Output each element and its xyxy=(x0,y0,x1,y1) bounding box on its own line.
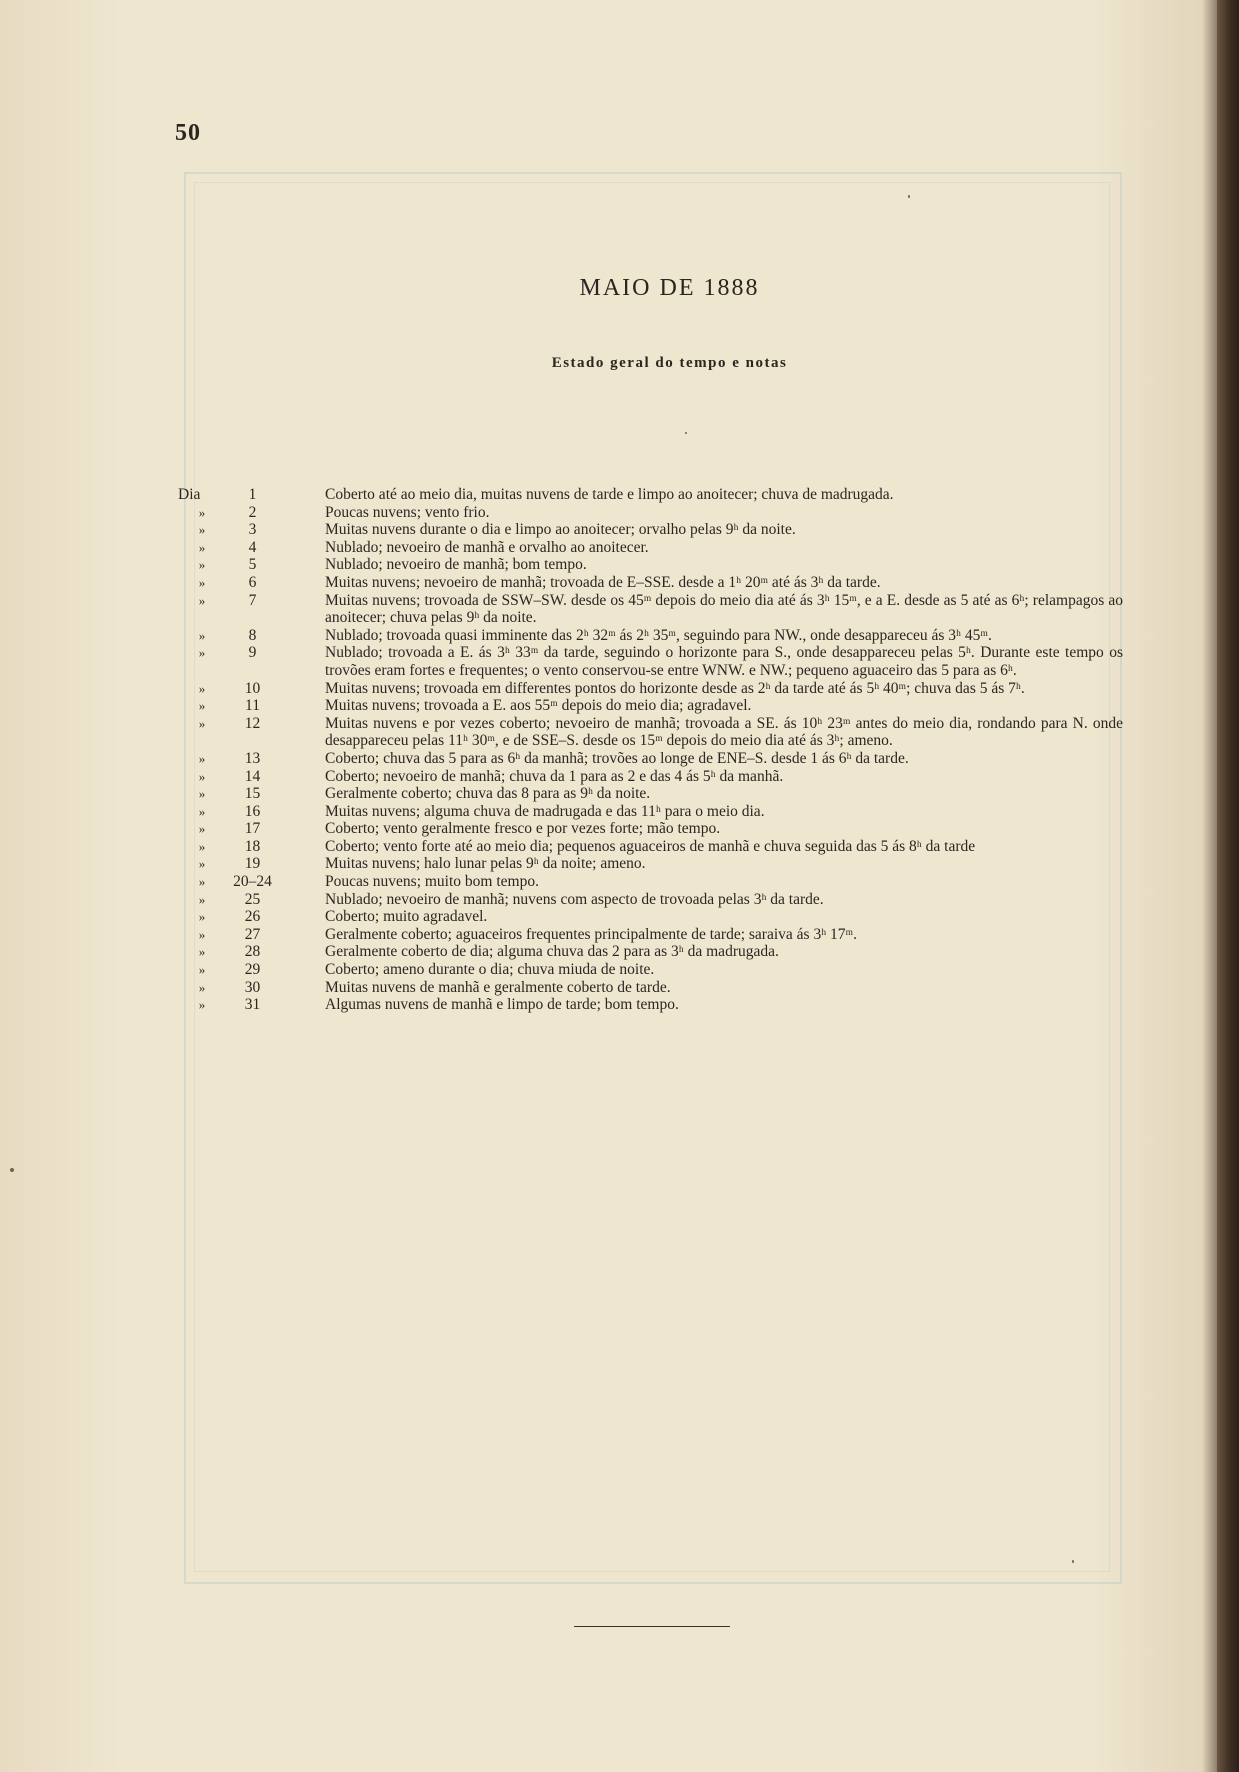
list-item xyxy=(178,504,1123,522)
day-number: 30 xyxy=(244,978,261,996)
weather-note: Muitas nuvens; trovoada a E. aos 55ᵐ depois do meio dia; agradavel. xyxy=(325,697,752,715)
list-item xyxy=(178,644,1123,679)
weather-note: Nublado; trovoada a E. ás 3ʰ 33ᵐ da tarde, seguindo o horizonte para S., onde desappareceu pelas 5ʰ. Durante este tempo os trovões eram fortes e frequentes; o vento conservou-se entre WNW. e NW.; pequeno aguaceiro das 5 para as 6ʰ. xyxy=(325,644,1123,679)
list-item xyxy=(178,908,1123,926)
day-number: 1 xyxy=(248,486,257,503)
ditto-mark: » xyxy=(198,574,206,590)
day-number: 12 xyxy=(244,714,261,732)
list-item xyxy=(178,592,1123,627)
closing-rule xyxy=(574,1626,730,1627)
list-item xyxy=(178,697,1123,715)
day-number: 11 xyxy=(245,697,260,715)
weather-note: Geralmente coberto; chuva das 8 para as 9ʰ da noite. xyxy=(325,785,651,803)
list-item xyxy=(178,574,1123,592)
day-label: Dia xyxy=(178,486,201,503)
list-item xyxy=(178,627,1123,645)
weather-note: Nublado; nevoeiro de manhã; nuvens com aspecto de trovoada pelas 3ʰ da tarde. xyxy=(325,890,824,908)
day-number: 10 xyxy=(244,679,261,697)
ditto-mark: » xyxy=(198,539,206,555)
day-number: 13 xyxy=(244,749,261,767)
day-number: 17 xyxy=(244,820,261,838)
list-item xyxy=(178,768,1123,786)
list-item xyxy=(178,539,1123,557)
weather-note: Coberto; ameno durante o dia; chuva miuda de noite. xyxy=(325,961,655,979)
list-item xyxy=(178,996,1123,1014)
weather-note: Coberto; muito agradavel. xyxy=(325,908,488,926)
weather-note: Muitas nuvens durante o dia e limpo ao anoitecer; orvalho pelas 9ʰ da noite. xyxy=(325,521,796,539)
list-item xyxy=(178,855,1123,873)
ditto-mark: » xyxy=(198,803,206,819)
ditto-mark: » xyxy=(198,874,206,890)
ditto-mark: » xyxy=(198,979,206,995)
day-number: 2 xyxy=(248,503,257,521)
page-title: MAIO DE 1888 xyxy=(579,275,760,301)
ditto-mark: » xyxy=(198,504,206,520)
ditto-mark: » xyxy=(198,944,206,960)
ditto-mark: » xyxy=(198,997,206,1013)
weather-note: Nublado; trovoada quasi imminente das 2ʰ 32ᵐ ás 2ʰ 35ᵐ, seguindo para NW., onde desappareceu ás 3ʰ 45ᵐ. xyxy=(325,626,992,644)
ditto-mark: » xyxy=(198,962,206,978)
list-item xyxy=(178,961,1123,979)
day-number: 4 xyxy=(248,538,257,556)
weather-note: Nublado; nevoeiro de manhã e orvalho ao anoitecer. xyxy=(325,538,649,556)
list-item xyxy=(178,873,1123,891)
ditto-mark: » xyxy=(198,557,206,573)
ditto-mark: » xyxy=(198,715,206,731)
ditto-mark: » xyxy=(198,522,206,538)
paper-speck xyxy=(10,1168,14,1172)
day-number: 5 xyxy=(248,556,257,574)
list-item xyxy=(178,680,1123,698)
ditto-mark: » xyxy=(198,821,206,837)
ditto-mark: » xyxy=(198,926,206,942)
list-item xyxy=(178,979,1123,997)
ditto-mark: » xyxy=(198,838,206,854)
weather-note: Muitas nuvens; trovoada de SSW–SW. desde os 45ᵐ depois do meio dia até ás 3ʰ 15ᵐ, e a E. desde as 5 até as 6ʰ; relampagos ao anoitecer; chuva pelas 9ʰ da noite. xyxy=(325,591,1123,627)
book-spine xyxy=(1217,0,1239,1772)
ditto-mark: » xyxy=(198,856,206,872)
ditto-mark: » xyxy=(198,750,206,766)
weather-note: Coberto; nevoeiro de manhã; chuva da 1 para as 2 e das 4 ás 5ʰ da manhã. xyxy=(325,767,784,785)
ditto-mark: » xyxy=(198,786,206,802)
day-number: 28 xyxy=(244,943,261,961)
paper-speck xyxy=(685,432,687,434)
paper-speck xyxy=(908,195,910,198)
list-item xyxy=(178,838,1123,856)
day-number: 3 xyxy=(248,521,257,539)
weather-note: Muitas nuvens; trovoada em differentes pontos do horizonte desde as 2ʰ da tarde até ás 5ʰ 40ᵐ; chuva das 5 ás 7ʰ. xyxy=(325,679,1025,697)
weather-note: Algumas nuvens de manhã e limpo de tarde; bom tempo. xyxy=(325,996,679,1014)
list-item xyxy=(178,891,1123,909)
page-number: 50 xyxy=(175,120,201,146)
day-number: 31 xyxy=(244,996,261,1014)
day-number: 9 xyxy=(248,644,257,662)
weather-note: Muitas nuvens; halo lunar pelas 9ʰ da noite; ameno. xyxy=(325,855,646,873)
ditto-mark: » xyxy=(198,891,206,907)
day-number: 27 xyxy=(244,925,261,943)
ditto-mark: » xyxy=(198,645,206,661)
weather-note: Muitas nuvens de manhã e geralmente coberto de tarde. xyxy=(325,978,671,996)
day-number: 8 xyxy=(248,626,257,644)
list-item xyxy=(178,715,1123,750)
ditto-mark: » xyxy=(198,627,206,643)
weather-note: Poucas nuvens; muito bom tempo. xyxy=(325,873,539,891)
ditto-mark: » xyxy=(198,909,206,925)
weather-note: Geralmente coberto de dia; alguma chuva das 2 para as 3ʰ da madrugada. xyxy=(325,943,779,961)
ditto-mark: » xyxy=(198,680,206,696)
weather-note: Coberto; vento geralmente fresco e por vezes forte; mão tempo. xyxy=(325,820,721,838)
day-number: 15 xyxy=(244,785,261,803)
day-number: 25 xyxy=(244,890,261,908)
day-number: 18 xyxy=(244,837,261,855)
weather-note: Coberto até ao meio dia, muitas nuvens de tarde e limpo ao anoitecer; chuva de madrugada. xyxy=(325,486,894,503)
list-item xyxy=(178,556,1123,574)
day-number: 7 xyxy=(248,591,257,609)
weather-note: Coberto; chuva das 5 para as 6ʰ da manhã; trovões ao longe de ENE–S. desde 1 ás 6ʰ da tarde. xyxy=(325,749,909,767)
list-item xyxy=(178,820,1123,838)
day-number: 26 xyxy=(244,908,261,926)
weather-note: Coberto; vento forte até ao meio dia; pequenos aguaceiros de manhã e chuva seguida das 5 ás 8ʰ da tarde xyxy=(325,837,976,855)
weather-note: Muitas nuvens; nevoeiro de manhã; trovoada de E–SSE. desde a 1ʰ 20ᵐ até ás 3ʰ da tarde. xyxy=(325,573,881,591)
ditto-mark: » xyxy=(198,592,206,608)
ditto-mark: » xyxy=(198,698,206,714)
day-number: 29 xyxy=(244,961,261,979)
list-item xyxy=(178,926,1123,944)
day-number: 16 xyxy=(244,802,261,820)
weather-note: Muitas nuvens e por vezes coberto; nevoeiro de manhã; trovoada a SE. ás 10ʰ 23ᵐ antes do meio dia, rondando para N. onde desappareceu pelas 11ʰ 30ᵐ, e de SSE–S. desde os 15ᵐ depois do meio dia até ás 3ʰ; ameno. xyxy=(325,714,1123,750)
day-number: 14 xyxy=(244,767,261,785)
list-item xyxy=(178,803,1123,821)
day-number: 20–24 xyxy=(233,873,272,891)
weather-note: Muitas nuvens; alguma chuva de madrugada e das 11ʰ para o meio dia. xyxy=(325,802,765,820)
page-subtitle: Estado geral do tempo e notas xyxy=(551,355,788,371)
list-item xyxy=(178,943,1123,961)
paper-speck xyxy=(1072,1560,1074,1563)
list-item xyxy=(178,521,1123,539)
list-item xyxy=(178,785,1123,803)
day-number: 19 xyxy=(244,855,261,873)
weather-note: Geralmente coberto; aguaceiros frequentes principalmente de tarde; saraiva ás 3ʰ 17ᵐ. xyxy=(325,925,858,943)
day-number: 6 xyxy=(248,573,257,591)
weather-note: Nublado; nevoeiro de manhã; bom tempo. xyxy=(325,556,587,574)
weather-notes-list xyxy=(178,486,1123,1014)
list-item xyxy=(178,486,1123,504)
list-item xyxy=(178,750,1123,768)
ditto-mark: » xyxy=(198,768,206,784)
weather-note: Poucas nuvens; vento frio. xyxy=(325,503,490,521)
